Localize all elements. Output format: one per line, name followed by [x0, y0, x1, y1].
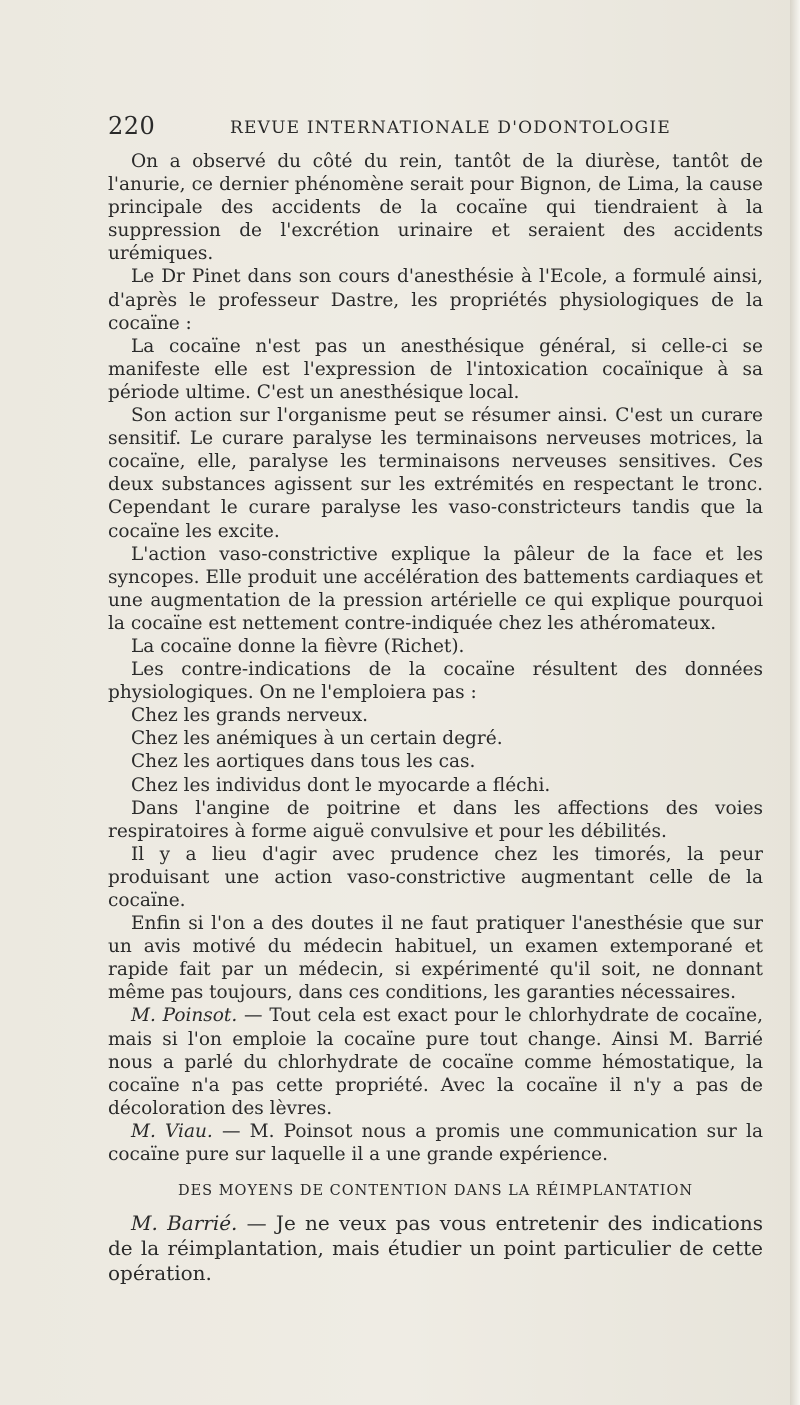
paragraph-9: Il y a lieu d'agir avec prudence chez les timorés, la peur produisant une action vaso-constrictive augmentant celle de la cocaïne.: [108, 843, 763, 911]
speaker-barrie: M. Barrié.: [131, 1211, 238, 1236]
body-text: [108, 150, 763, 1286]
paragraph-4: Son action sur l'organisme peut se résumer ainsi. C'est un curare sensitif. Le curare paralyse les terminaisons nerveuses motrices, la cocaïne, elle, paralyse les terminaisons nerveuses sensitives. Ces deux substances agissent sur les extrémités en respectant le tronc. Cependant le curare paralyse les vaso-constricteurs tandis que la cocaïne les excite.: [108, 405, 763, 542]
paragraph-5: L'action vaso-constrictive explique la pâleur de la face et les syncopes. Elle produit une accélération des battements cardiaques et une augmentation de la pression artérielle ce qui explique pourquoi la cocaïne est nettement contre-indiquée chez les athéromateux.: [108, 543, 763, 634]
page-number: 220: [108, 112, 156, 140]
page-header: [108, 112, 763, 146]
paragraph-12-text: — M. Poinsot nous a promis une communication sur la cocaïne pure sur laquelle il a une grande expérience.: [108, 1120, 763, 1166]
paragraph-12: [108, 1120, 763, 1166]
speaker-viau: M. Viau.: [131, 1120, 213, 1142]
paragraph-10: Enfin si l'on a des doutes il ne faut pratiquer l'anesthésie que sur un avis motivé du médecin habituel, un examen extemporané et rapide fait par un médecin, si expérimenté qu'il soit, ne donnant même pas toujours, dans ces conditions, les garanties nécessaires.: [108, 913, 763, 1004]
list-item-2: Chez les anémiques à un certain degré.: [131, 728, 503, 750]
page-edge: [790, 0, 800, 1405]
paragraph-3: La cocaïne n'est pas un anesthésique général, si celle-ci se manifeste elle est l'expression de l'intoxication cocaïnique à sa période ultime. C'est un anesthésique local.: [108, 335, 763, 403]
paragraph-7: Les contre-indications de la cocaïne résultent des données physiologiques. On ne l'emploiera pas :: [108, 659, 763, 704]
speaker-poinsot: M. Poinsot.: [131, 1005, 238, 1027]
paragraph-8: Dans l'angine de poitrine et dans les affections des voies respiratoires à forme aiguë convulsive et pour les débilités.: [108, 797, 763, 842]
list-item-3: Chez les aortiques dans tous les cas.: [131, 751, 476, 773]
list-item-1: Chez les grands nerveux.: [131, 705, 369, 727]
paragraph-11: [108, 1004, 763, 1119]
section-paragraph-text: — Je ne veux pas vous entretenir des indications de la réimplantation, mais étudier un point particulier de cette opération.: [108, 1211, 763, 1286]
paragraph-11-text: — Tout cela est exact pour le chlorhydrate de cocaïne, mais si l'on emploie la cocaïne pure tout change. Ainsi M. Barrié nous a parlé du chlorhydrate de cocaïne comme hémostatique, la cocaïne n'a pas cette propriété. Avec la cocaïne il n'y a pas de décoloration des lèvres.: [108, 1005, 763, 1119]
running-title: REVUE INTERNATIONALE D'ODONTOLOGIE: [230, 118, 671, 138]
section-title: DES MOYENS DE CONTENTION DANS LA RÉIMPLANTATION: [177, 1183, 694, 1200]
paragraph-6: La cocaïne donne la fièvre (Richet).: [131, 635, 465, 657]
paragraph-2: Le Dr Pinet dans son cours d'anesthésie à l'Ecole, a formulé ainsi, d'après le professeur Dastre, les propriétés physiologiques de la cocaïne :: [108, 266, 763, 334]
list-item-4: Chez les individus dont le myocarde a fléchi.: [131, 774, 551, 796]
paragraph-1: On a observé du côté du rein, tantôt de la diurèse, tantôt de l'anurie, ce dernier phénomène serait pour Bignon, de Lima, la cause principale des accidents de la cocaïne qui tiendraient à la suppression de l'excrétion urinaire et seraient des accidents urémiques.: [108, 151, 763, 265]
section-paragraph: [108, 1211, 763, 1286]
